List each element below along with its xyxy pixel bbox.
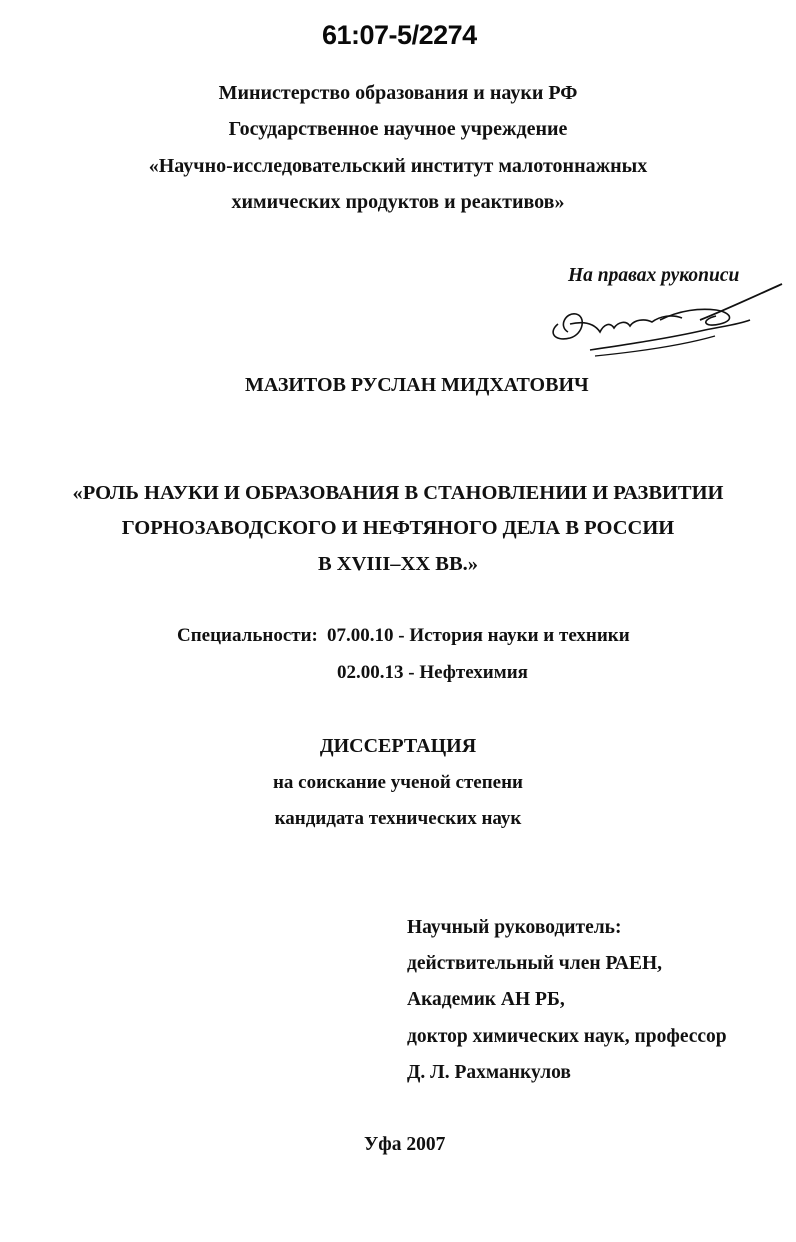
advisor-line: Научный руководитель: <box>407 917 622 938</box>
organization-line-3: «Научно-исследовательский институт малотоннажных <box>148 155 648 177</box>
specialty-item: 07.00.10 - История науки и техники <box>327 625 630 646</box>
thesis-title-line-3: В XVIII–XX ВВ.» <box>317 553 479 575</box>
degree-line-2: кандидата технических наук <box>274 808 522 829</box>
advisor-line: доктор химических наук, профессор <box>407 1026 727 1047</box>
place-year: Уфа 2007 <box>364 1134 446 1155</box>
document-type: ДИССЕРТАЦИЯ <box>319 735 477 757</box>
manuscript-note: На правах рукописи <box>568 265 740 286</box>
organization-line-2: Государственное научное учреждение <box>228 118 568 140</box>
advisor-line: действительный член РАЕН, <box>407 953 663 974</box>
advisor-line: Академик АН РБ, <box>407 989 565 1010</box>
thesis-title-line-1: «РОЛЬ НАУКИ И ОБРАЗОВАНИЯ В СТАНОВЛЕНИИ И РАЗВИТИИ <box>72 482 724 504</box>
advisor-name: Д. Л. Рахманкулов <box>407 1062 571 1083</box>
specialty-item: 02.00.13 - Нефтехимия <box>337 662 528 683</box>
organization-line-1: Министерство образования и науки РФ <box>218 82 578 104</box>
thesis-title-line-2: ГОРНОЗАВОДСКОГО И НЕФТЯНОГО ДЕЛА В РОССИИ <box>121 517 675 539</box>
archive-code: 61:07-5/2274 <box>322 20 477 50</box>
author-name: МАЗИТОВ РУСЛАН МИДХАТОВИЧ <box>245 374 589 396</box>
organization-line-4: химических продуктов и реактивов» <box>231 191 565 213</box>
degree-line-1: на соискание ученой степени <box>272 772 523 793</box>
specialties-label: Специальности: <box>177 625 318 646</box>
signature-image <box>540 280 790 365</box>
